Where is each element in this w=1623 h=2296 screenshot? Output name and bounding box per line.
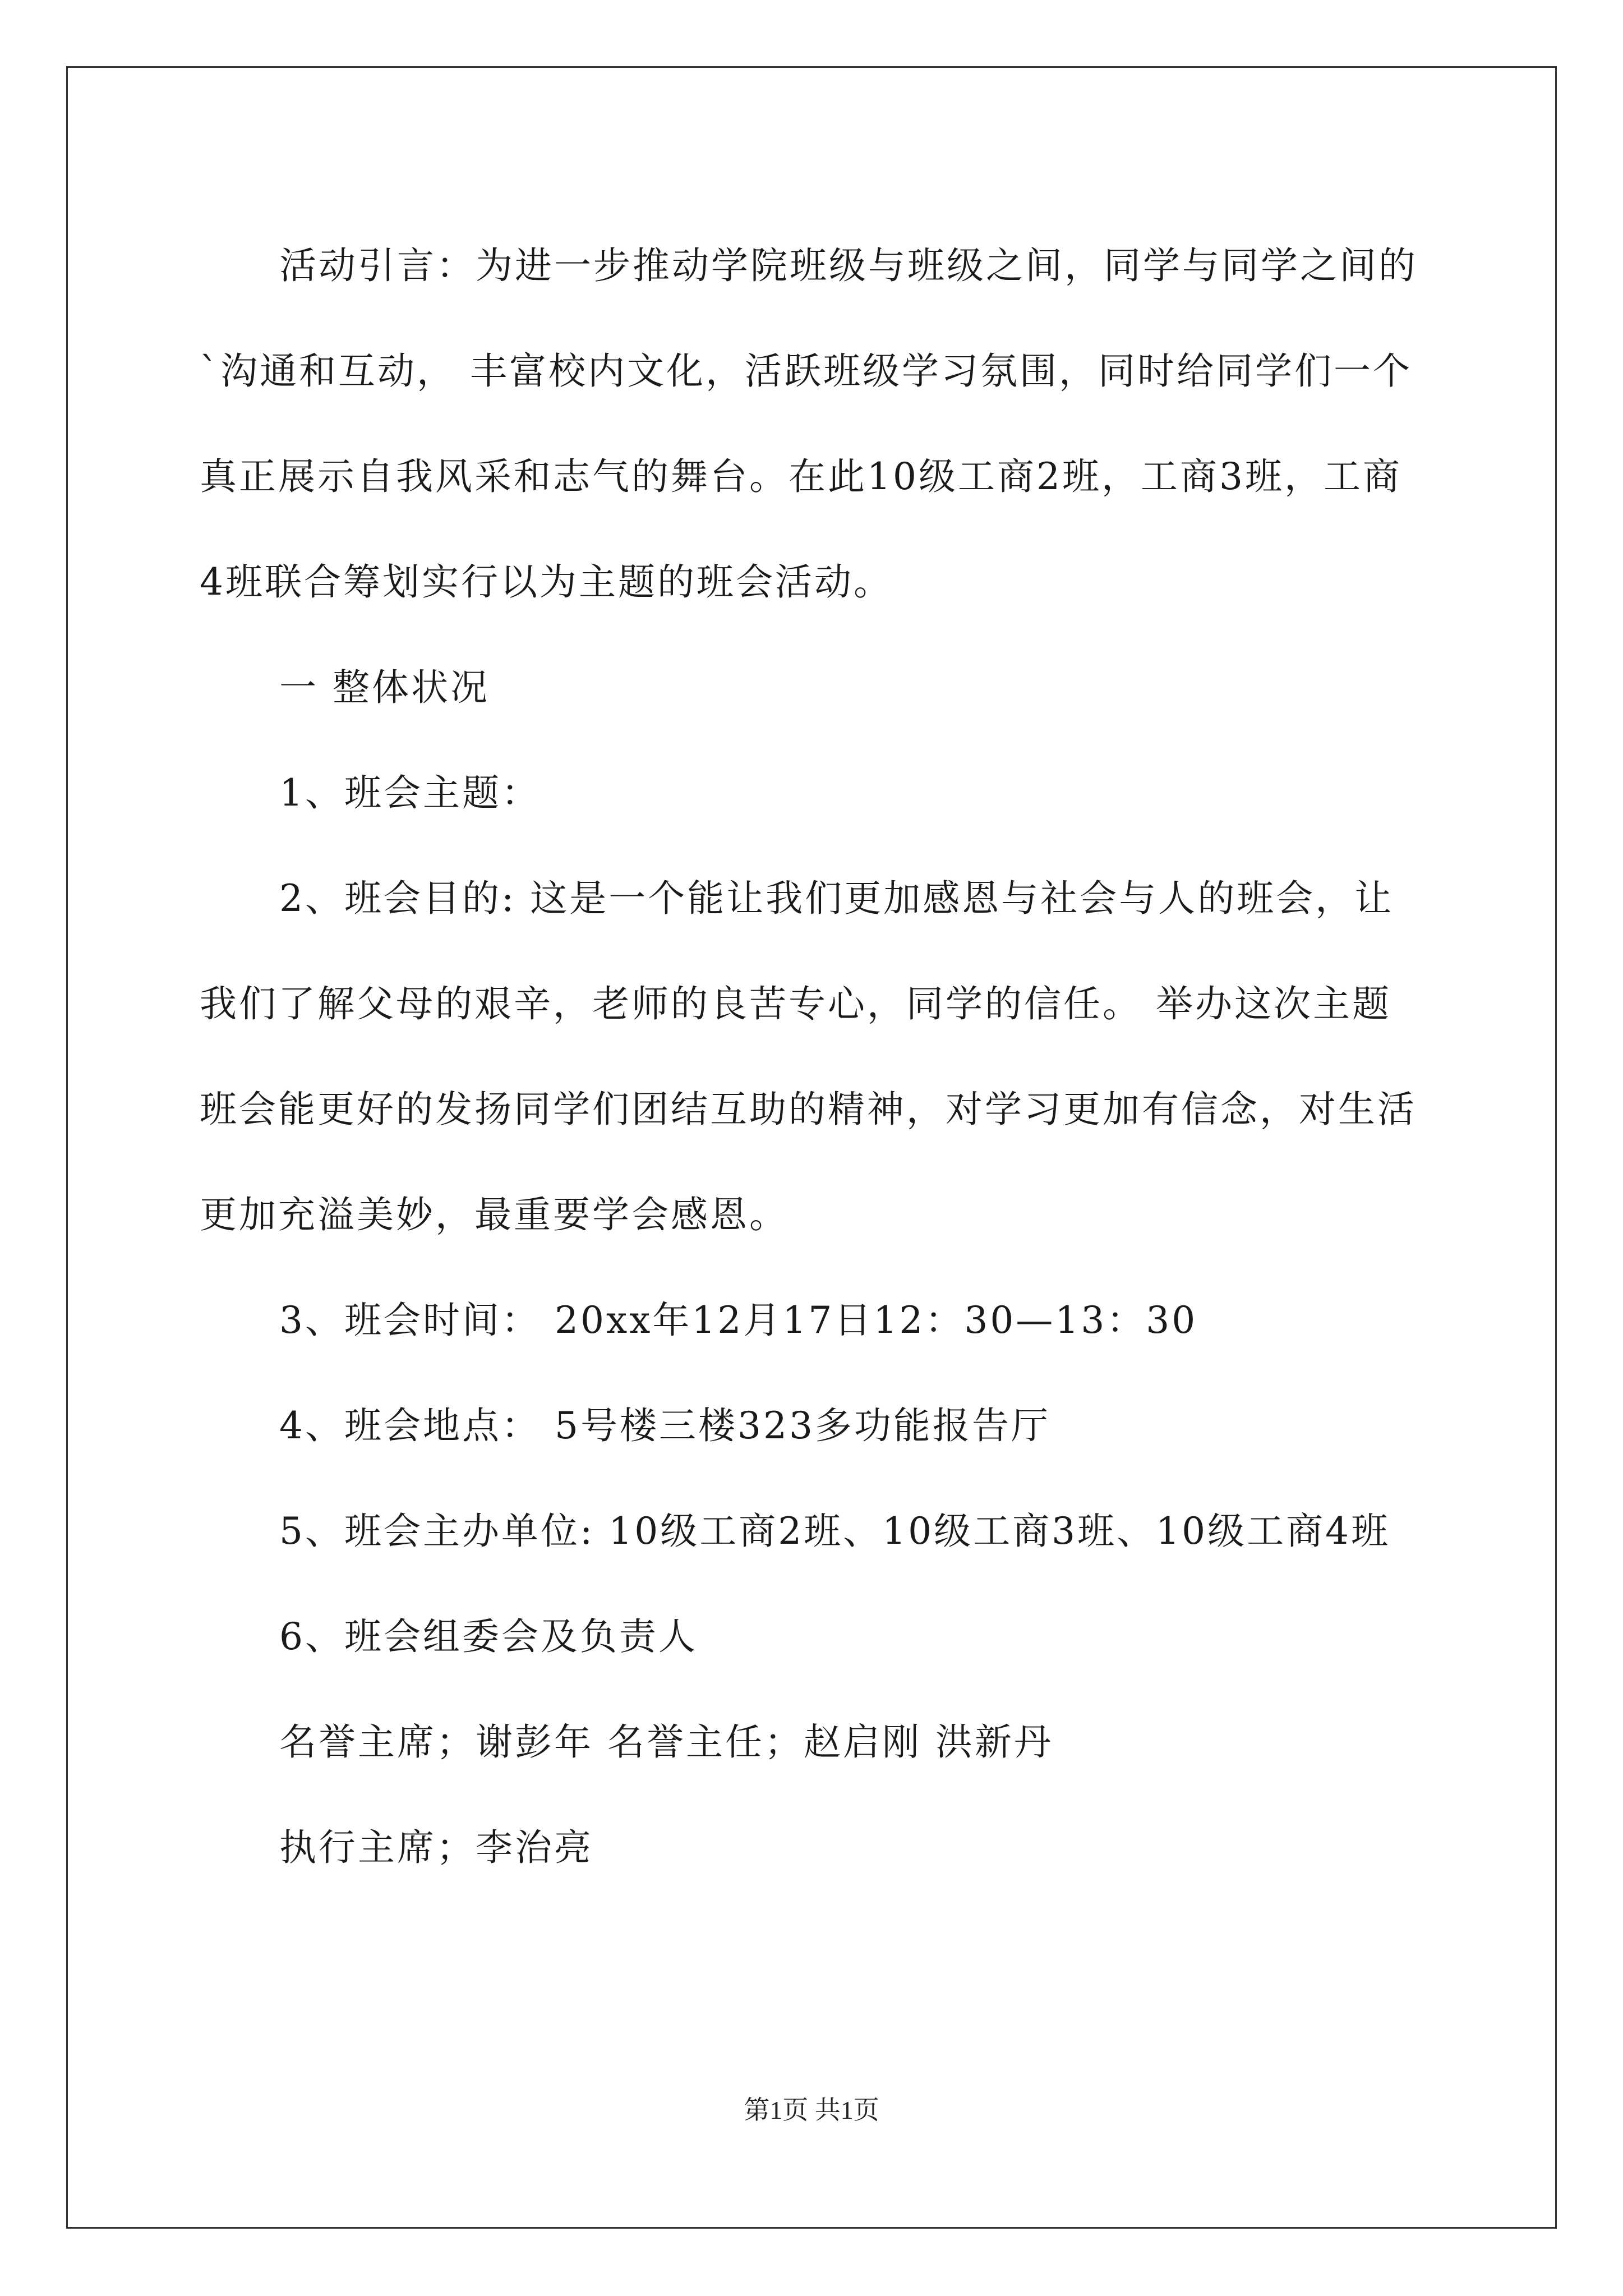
document-body [200, 213, 1422, 1901]
paragraph-purpose: 2、班会目的: 这是一个能让我们更加感恩与社会与人的班会，让我们了解父母的艰辛，老师的良苦专心，同学的信任。 举办这次主题班会能更好的发扬同学们团结互助的精神，对学习更加有信念，对生活更加充溢美妙，最重要学会感恩。 [200, 877, 1417, 1236]
paragraph-location: 4、班会地点： 5号楼三楼323多功能报告厅 [279, 1404, 1050, 1447]
paragraph-intro: 活动引言：为进一步推动学院班级与班级之间，同学与同学之间的`沟通和互动， 丰富校内文化，活跃班级学习氛围，同时给同学们一个真正展示自我风采和志气的舞台。在此10级工商2班，工商3班，工商4班联合筹划实行以为主题的班会活动。 [200, 244, 1418, 604]
paragraph-organizer: 5、班会主办单位: 10级工商2班、10级工商3班、10级工商4班 [279, 1510, 1391, 1553]
paragraph-committee: 6、班会组委会及负责人 [279, 1615, 698, 1658]
paragraph-theme: 1、班会主题： [279, 771, 541, 815]
paragraph-time: 3、班会时间： 20xx年12月17日12：30—13：30 [279, 1299, 1198, 1342]
paragraph-executive: 执行主席；李治亮 [279, 1826, 593, 1869]
page-footer: 第1页 共1页 [744, 2096, 879, 2124]
paragraph-section-overview: 一 整体状况 [279, 666, 490, 709]
paragraph-honorary: 名誉主席；谢彭年 名誉主任；赵启刚 洪新丹 [279, 1720, 1053, 1764]
